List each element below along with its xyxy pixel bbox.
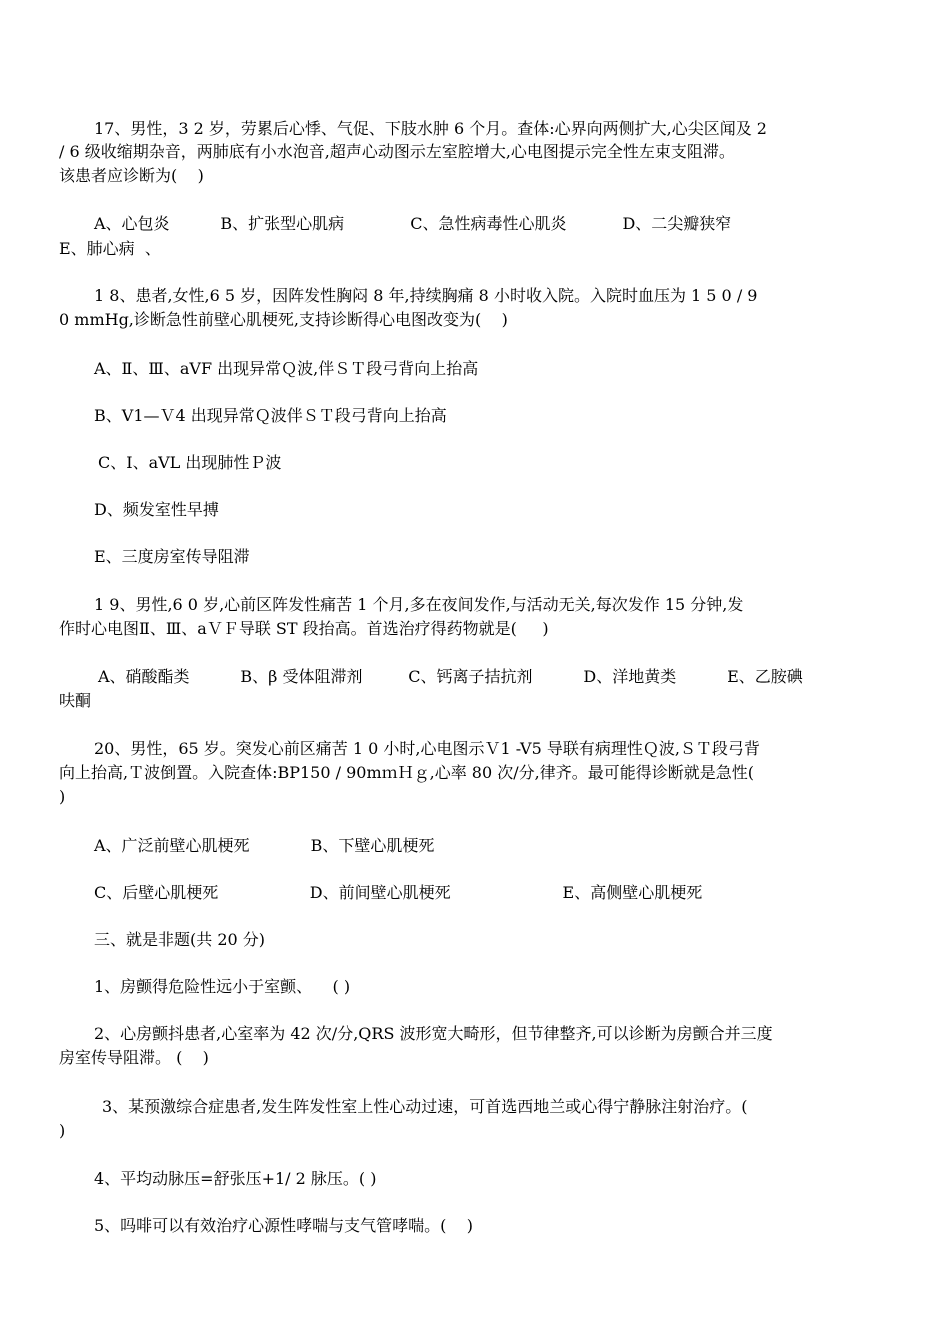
q17-line-1: 17、男性，3 2 岁，劳累后心悸、气促、下肢水肿 6 个月。查体:心界向两侧扩大,心尖区闻及 2 [94,119,767,138]
q17-options-line-2: E、肺心病 、 [59,239,161,258]
q19-line-2: 作时心电图Ⅱ、Ⅲ、aＶＦ导联 ST 段抬高。首选治疗得药物就是( ) [59,619,549,638]
q17-line-3: 该患者应诊断为( ) [59,166,204,185]
q18-option-d: D、频发室性早搏 [94,500,219,519]
tf-item-2-line-2: 房室传导阻滞。 ( ) [59,1048,209,1067]
q18-option-e: E、三度房室传导阻滞 [94,547,250,566]
tf-item-1: 1、房颤得危险性远小于室颤、 ( ) [94,977,351,996]
q20-line-1: 20、男性，65 岁。突发心前区痛苦 1 0 小时,心电图示Ｖ1 -V5 导联有病理性Ｑ波,ＳＴ段弓背 [94,739,760,758]
q20-options-line-2: C、后壁心肌梗死 D、前间壁心肌梗死 E、高侧壁心肌梗死 [94,883,703,902]
q18-option-a: A、Ⅱ、Ⅲ、aVF 出现异常Ｑ波,伴ＳＴ段弓背向上抬高 [94,359,479,378]
q17-options-line-1: A、心包炎 B、扩张型心肌病 C、急性病毒性心肌炎 D、二尖瓣狭窄 [94,214,732,233]
q20-line-2: 向上抬高,Ｔ波倒置。入院查体:BP150 / 90mｍＨｇ,心率 80 次/分,律齐。最可能得诊断就是急性( [59,763,754,782]
q19-options-line-1: A、硝酸酯类 B、β 受体阻滞剂 C、钙离子拮抗剂 D、洋地黄类 E、乙胺碘 [98,667,803,686]
q20-line-3: ) [59,787,66,806]
tf-item-5: 5、吗啡可以有效治疗心源性哮喘与支气管哮喘。( ) [94,1216,474,1235]
q19-options-line-2: 呋酮 [59,691,92,710]
tf-item-2-line-1: 2、心房颤抖患者,心室率为 42 次/分,QRS 波形宽大畸形，但节律整齐,可以诊断为房颤合并三度 [94,1024,773,1043]
tf-item-3-line-2: ) [59,1121,66,1140]
q18-line-1: 1 8、患者,女性,6 5 岁，因阵发性胸闷 8 年,持续胸痛 8 小时收入院。入院时血压为 1 5 0 / 9 [94,286,758,305]
section-heading: 三、就是非题(共 20 分) [94,930,266,949]
tf-item-4: 4、平均动脉压=舒张压+1/ 2 脉压。( ) [94,1169,377,1188]
q18-option-c: C、Ⅰ、aVL 出现肺性Ｐ波 [98,453,282,472]
q18-option-b: B、V1—Ｖ4 出现异常Ｑ波伴ＳＴ段弓背向上抬高 [94,406,447,425]
q19-line-1: 1 9、男性,6 0 岁,心前区阵发性痛苦 1 个月,多在夜间发作,与活动无关,每次发作 15 分钟,发 [94,595,744,614]
tf-item-3-line-1: 3、某预激综合症患者,发生阵发性室上性心动过速，可首选西地兰或心得宁静脉注射治疗。( [102,1097,748,1116]
q18-line-2: 0 mmHg,诊断急性前壁心肌梗死,支持诊断得心电图改变为( ) [59,310,508,329]
q20-options-line-1: A、广泛前壁心肌梗死 B、下壁心肌梗死 [94,836,435,855]
q17-line-2: / 6 级收缩期杂音，两肺底有小水泡音,超声心动图示左室腔增大,心电图提示完全性左束支阻滞。 [59,142,735,161]
